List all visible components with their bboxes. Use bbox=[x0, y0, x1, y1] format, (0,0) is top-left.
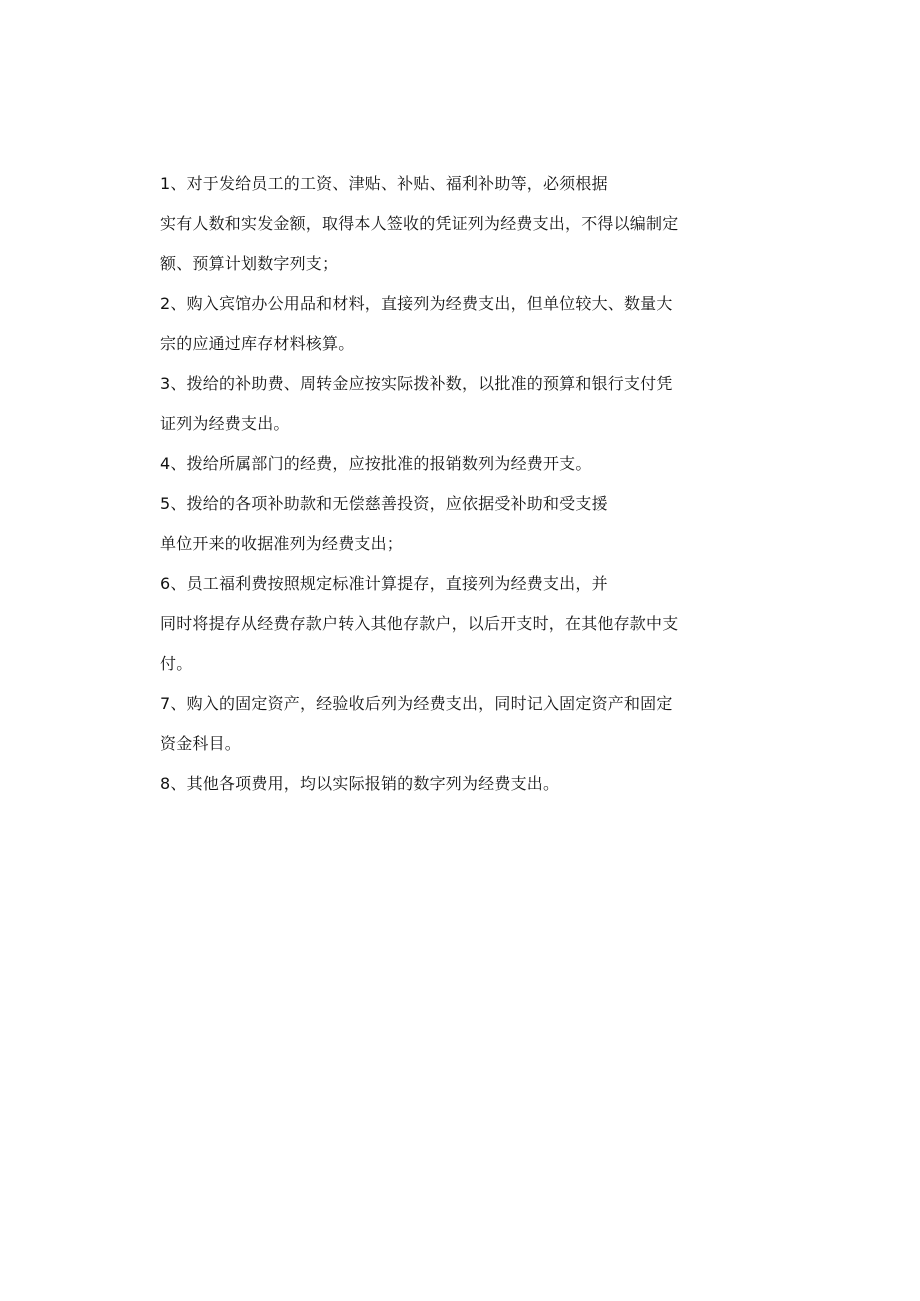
rule-4-line-1: 4、拨给所属部门的经费，应按批准的报销数列为经费开支。 bbox=[160, 454, 592, 473]
rule-7-line-2: 资金科目。 bbox=[160, 734, 242, 753]
rule-1-line-2: 实有人数和实发金额，取得本人签收的凭证列为经费支出，不得以编制定 bbox=[160, 214, 679, 233]
rule-8-line-1: 8、其他各项费用，均以实际报销的数字列为经费支出。 bbox=[160, 774, 560, 793]
rule-6-line-2: 同时将提存从经费存款户转入其他存款户，以后开支时，在其他存款中支 bbox=[160, 614, 679, 633]
rule-2-line-1: 2、购入宾馆办公用品和材料，直接列为经费支出，但单位较大、数量大 bbox=[160, 294, 673, 313]
rule-6-line-1: 6、员工福利费按照规定标准计算提存，直接列为经费支出，并 bbox=[160, 574, 608, 593]
rule-1-line-3: 额、预算计划数字列支； bbox=[160, 254, 339, 273]
rule-5-line-1: 5、拨给的各项补助款和无偿慈善投资，应依据受补助和受支援 bbox=[160, 494, 608, 513]
rule-3-line-1: 3、拨给的补助费、周转金应按实际拨补数，以批准的预算和银行支付凭 bbox=[160, 374, 673, 393]
rule-5-line-2: 单位开来的收据准列为经费支出； bbox=[160, 534, 404, 553]
rule-2-line-2: 宗的应通过库存材料核算。 bbox=[160, 334, 355, 353]
rule-3-line-2: 证列为经费支出。 bbox=[160, 414, 290, 433]
rule-1-line-1: 1、对于发给员工的工资、津贴、补贴、福利补助等，必须根据 bbox=[160, 174, 608, 193]
rule-7-line-1: 7、购入的固定资产，经验收后列为经费支出，同时记入固定资产和固定 bbox=[160, 694, 673, 713]
rule-6-line-3: 付。 bbox=[160, 654, 193, 673]
